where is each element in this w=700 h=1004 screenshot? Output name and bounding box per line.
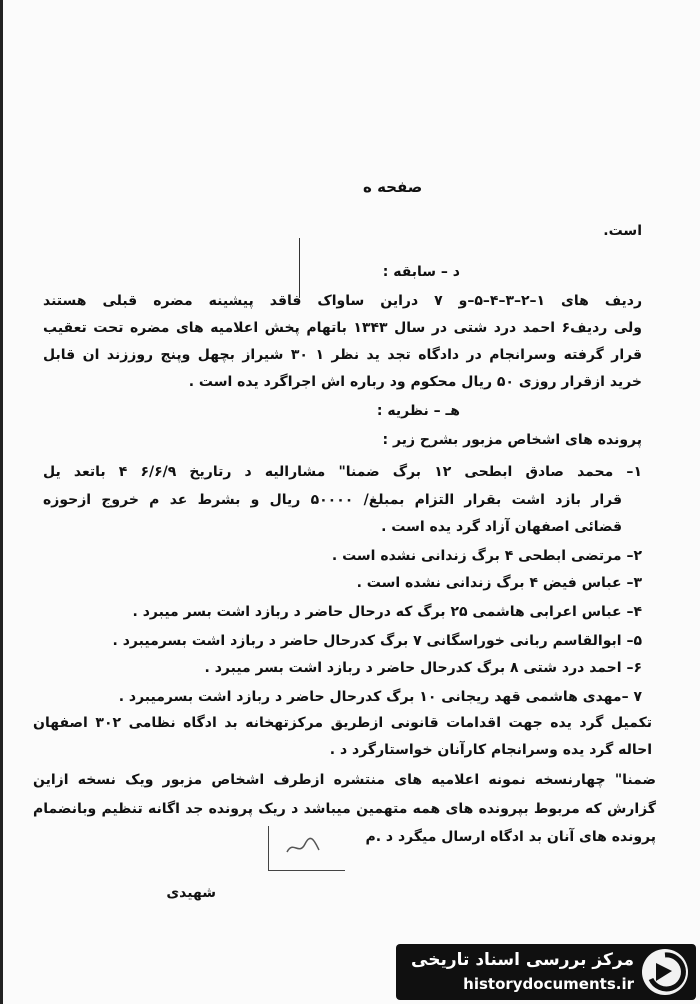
text-line: احاله گرد یده وسرانجام کارآنان خواستارگرد د . (329, 742, 652, 758)
list-item: ۲– مرتضی ابطحی ۴ برگ زندانی نشده است . (331, 548, 642, 564)
signature-name: شهیدی (166, 885, 216, 901)
page-heading: صفحه ه (363, 178, 423, 196)
text-line: تکمیل گرد یده جهت اقدامات قانونی ازطریق مرکزتهخانه بد ادگاه نظامی ۳۰۲ اصفهان (33, 715, 652, 731)
text-line: است. (603, 223, 642, 239)
text-line: قضائی اصفهان آزاد گرد یده است . (381, 519, 622, 535)
list-item: ۳– عباس فیض ۴ برگ زندانی نشده است . (356, 575, 642, 591)
list-item: ۱– محمد صادق ابطحی ۱۲ برگ ضمنا" مشارالیه د رتاریخ ۶/۶/۹ ۴ باتعد یل (43, 464, 642, 480)
list-item: ۷ –مهدی هاشمی قهد ریجانی ۱۰ برگ کدرحال حاضر د ربازد اشت بسرمیبرد . (118, 689, 642, 705)
handwritten-mark (283, 836, 323, 858)
section-heading-background: د – سابقه : (382, 264, 460, 280)
watermark-title: مرکز بررسی اسناد تاریخی (411, 950, 634, 970)
watermark-logo (396, 944, 696, 1000)
section-heading-opinion: هـ – نظریه : (376, 403, 460, 419)
list-item: ۵– ابوالقاسم ربانی خوراسگانی ۷ برگ کدرحال حاضر د ربازد اشت بسرمیبرد . (112, 633, 642, 649)
list-item: ۴– عباس اعرابی هاشمی ۲۵ برگ که درحال حاضر د ربازد اشت بسر میبرد . (132, 604, 642, 620)
watermark-url: historydocuments.ir (463, 975, 634, 993)
text-line: ضمنا" چهارنسخه نمونه اعلامیه های منتشره ازطرف اشخاص مزبور ویک نسخه ازاین (33, 772, 656, 788)
archive-emblem-icon (642, 949, 688, 995)
text-line: پرونده های آنان بد ادگاه ارسال میگرد د .م (365, 829, 656, 845)
text-line: قرار گرفته وسرانجام در دادگاه تجد ید نظر ۱ ۳۰ شیراز بچهل وپنج روززند ان قابل (43, 347, 643, 363)
text-line: ولی ردیف۶ احمد درد شتی در سال ۱۳۴۳ باتهام پخش اعلامیه های مضره تحت تعقیب (43, 320, 642, 336)
text-line: پرونده های اشخاص مزبور بشرح زیر : (382, 432, 642, 448)
text-line: خرید ازقرار روزی ۵۰ ریال محکوم ود رباره اش اجراگرد یده است . (188, 374, 642, 390)
text-line: ردیف های ۱–۲–۳–۴–۵–و ۷ دراین ساواک فاقد پیشینه مضره قبلی هستند (43, 293, 643, 309)
text-line: قرار بازد اشت بقرار التزام بمبلغ/ ۵۰۰۰۰ ریال و بشرط عد م خروج ازحوزه (43, 492, 622, 508)
list-item: ۶– احمد درد شتی ۸ برگ کدرحال حاضر د ربازد اشت بسر میبرد . (204, 660, 642, 676)
text-line: گزارش که مربوط بپرونده های همه متهمین میباشد د ریک پرونده جد اگانه تنظیم وبانضمام (33, 801, 656, 817)
